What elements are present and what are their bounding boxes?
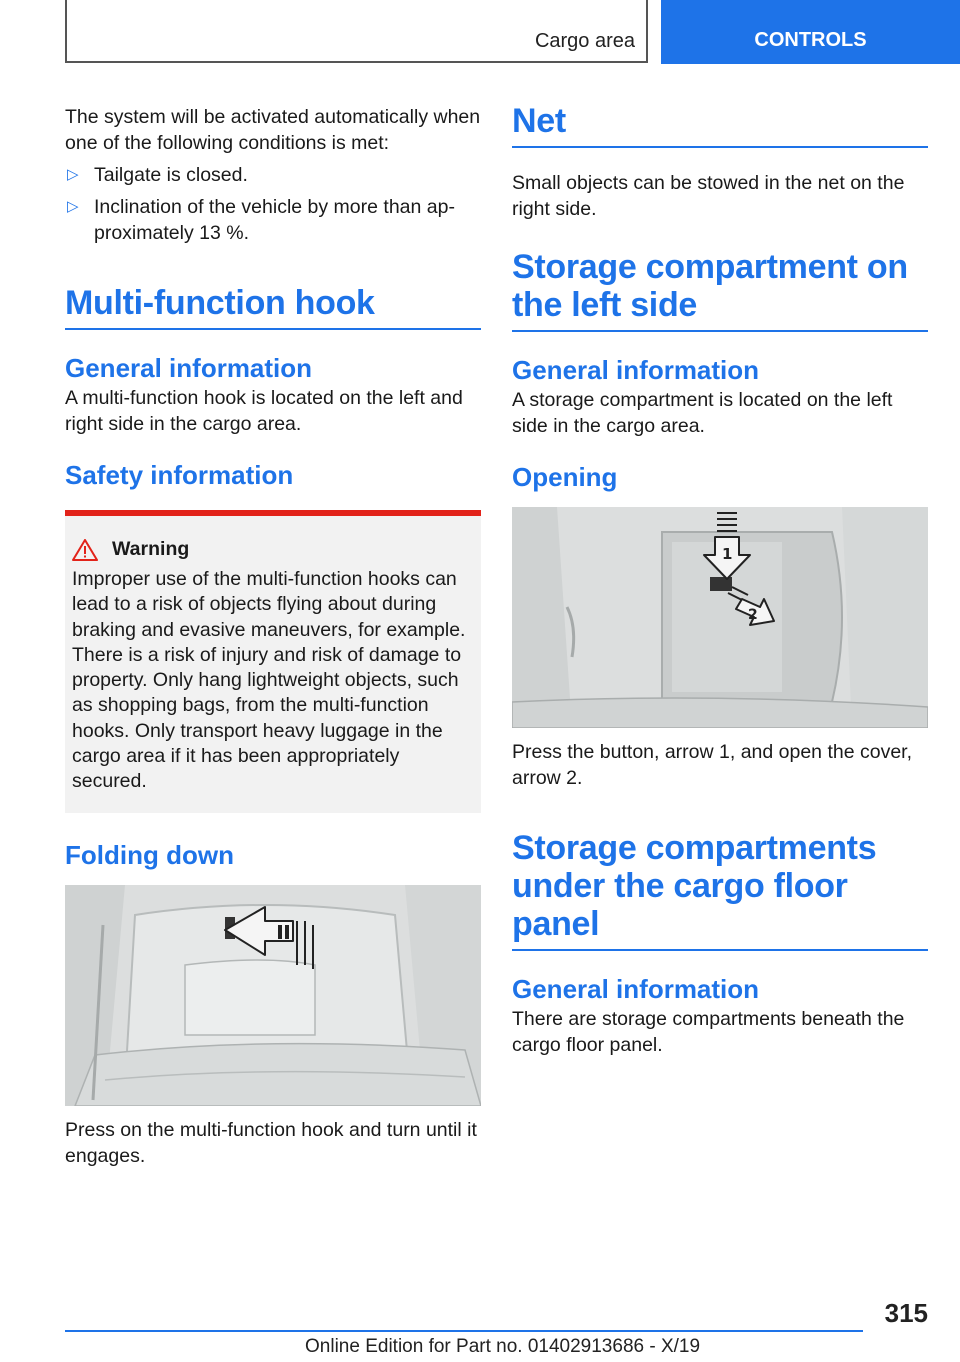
storage-under-heading: Storage compartments under the cargo floor panel bbox=[512, 829, 928, 951]
storage-left-heading: Storage compartment on the left side bbox=[512, 248, 928, 332]
list-item: ▷ Inclination of the vehicle by more than approximately 13 %. bbox=[67, 196, 455, 244]
general-info-text: A multi-function hook is located on the left and right side in the cargo area. bbox=[65, 387, 463, 435]
bullet-triangle-icon: ▷ bbox=[67, 198, 79, 215]
arrow-2-label: 2 bbox=[748, 607, 758, 623]
arrow-1-label: 1 bbox=[722, 545, 733, 563]
header-chapter-tab: CONTROLS bbox=[661, 0, 960, 64]
general-info-heading: General information bbox=[512, 355, 760, 385]
safety-info-heading: Safety information bbox=[65, 460, 294, 490]
warning-triangle-icon bbox=[72, 539, 98, 561]
footer-edition: Online Edition for Part no. 01402913686 - X/19 bbox=[305, 1336, 701, 1357]
general-info-heading: General information bbox=[512, 974, 760, 1004]
footer-rule bbox=[65, 1330, 863, 1332]
header-section-title: Cargo area bbox=[534, 30, 635, 52]
opening-heading: Opening bbox=[512, 462, 618, 492]
multi-function-hook-heading: Multi-function hook bbox=[65, 284, 481, 330]
list-item: ▷ Tailgate is closed. bbox=[67, 164, 248, 186]
folding-caption: Press on the multi-function hook and turn until it engages. bbox=[65, 1118, 477, 1167]
opening-caption: Press the button, arrow 1, and open the cover, arrow 2. bbox=[512, 741, 912, 789]
warning-box bbox=[65, 510, 481, 813]
multi-function-hook-illustration bbox=[65, 885, 481, 1106]
warning-title: Warning bbox=[72, 538, 473, 561]
left-column bbox=[65, 104, 481, 1169]
folding-down-heading: Folding down bbox=[65, 839, 234, 870]
storage-compartment-illustration bbox=[512, 507, 928, 728]
net-text: Small objects can be stowed in the net on the right side. bbox=[512, 172, 905, 220]
bullet-triangle-icon: ▷ bbox=[67, 166, 79, 183]
page-number: 315 bbox=[884, 1298, 928, 1328]
net-heading: Net bbox=[512, 102, 928, 148]
intro-text: The system will be activated automatically when one of the following conditions is met: bbox=[65, 106, 481, 154]
general-info-heading: General information bbox=[65, 353, 313, 383]
warning-text: Improper use of the multi-function hooks can lead to a risk of objects flying about during braking and evasive maneuvers, for example. There is a risk of injury and risk of damage to property. Only hang lightweight objects, such as shopping bags, from the multi-function hooks. Only transport heavy luggage in the cargo area if it has been appropriately secured. bbox=[72, 568, 466, 793]
right-column bbox=[512, 104, 928, 1058]
general-info-text: A storage compartment is located on the left side in the cargo area. bbox=[512, 389, 893, 437]
general-info-text: There are storage compartments beneath the cargo floor panel. bbox=[512, 1008, 905, 1056]
condition-list bbox=[65, 162, 481, 246]
